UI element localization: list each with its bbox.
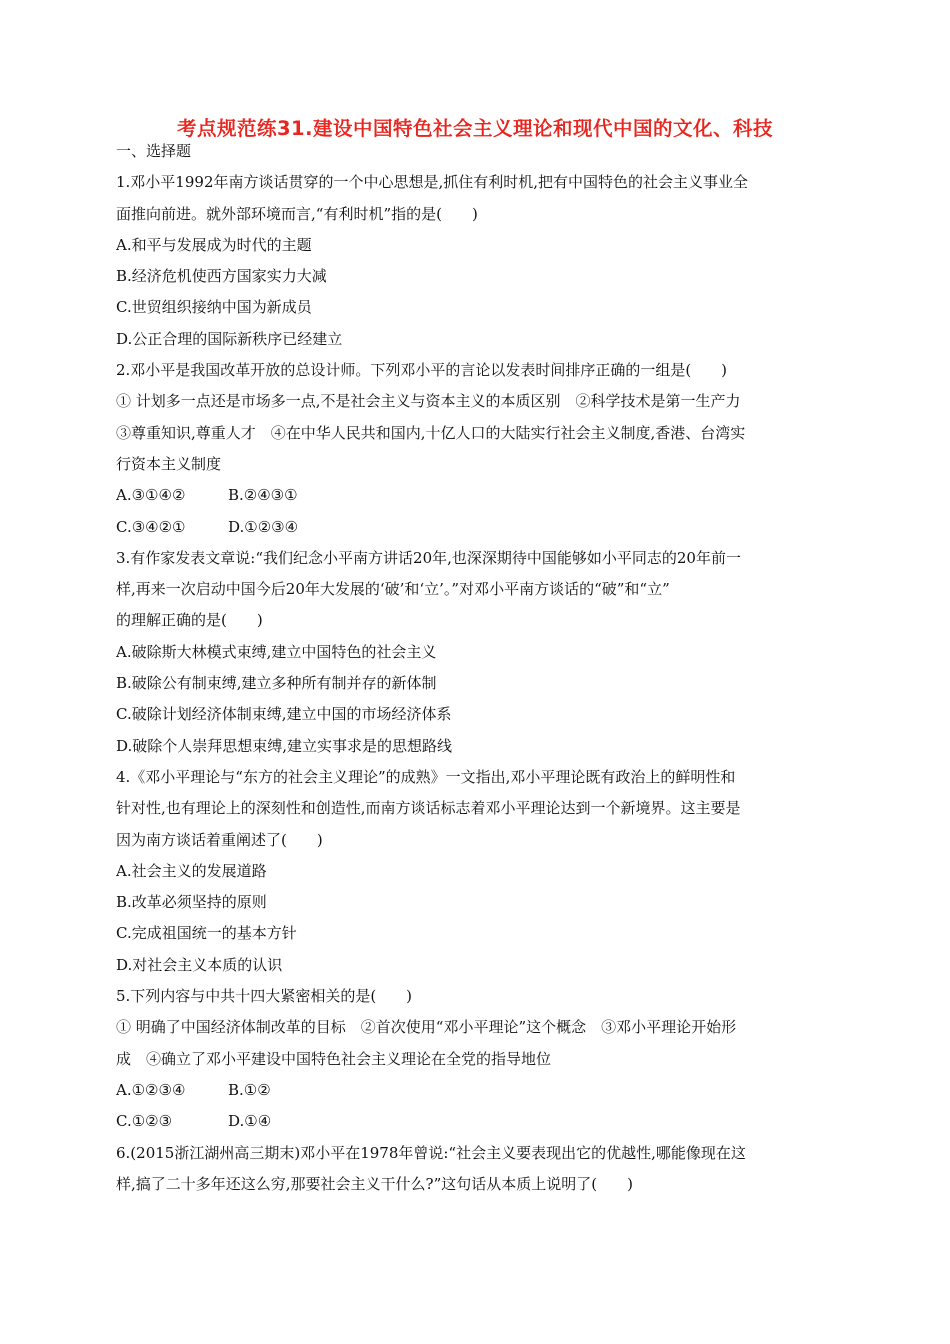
question-4-option-b: B.改革必须坚持的原则 (116, 893, 267, 912)
question-3-option-b: B.破除公有制束缚,建立多种所有制并存的新体制 (116, 674, 437, 693)
question-3-option-a: A.破除斯大林模式束缚,建立中国特色的社会主义 (116, 642, 437, 661)
question-1-option-b: B.经济危机使西方国家实力大减 (116, 267, 327, 286)
question-2-option-c: C.③④②① (116, 517, 186, 536)
question-3-stem-end: 的理解正确的是( ) (116, 611, 263, 630)
question-4-option-a: A.社会主义的发展道路 (116, 861, 267, 880)
question-2-statements-cont: ③尊重知识,尊重人才 ④在中华人民共和国内,十亿人口的大陆实行社会主义制度,香港、台湾实 (116, 423, 746, 442)
section-heading: 一、选择题 (116, 142, 192, 160)
question-6-stem: 6.(2015浙江湖州高三期末)邓小平在1978年曾说:“社会主义要表现出它的优越性,哪能像现在这 (116, 1143, 746, 1162)
question-5-stem: 5.下列内容与中共十四大紧密相关的是( ) (116, 987, 413, 1006)
question-3-option-c: C.破除计划经济体制束缚,建立中国的市场经济体系 (116, 705, 452, 724)
question-1-option-d: D.公正合理的国际新秩序已经建立 (116, 329, 343, 348)
question-3-stem: 3.有作家发表文章说:“我们纪念小平南方讲话20年,也深深期待中国能够如小平同志的20年前一 (116, 548, 741, 567)
question-4-stem-end: 因为南方谈话着重阐述了( ) (116, 830, 323, 849)
question-4-stem-cont: 针对性,也有理论上的深刻性和创造性,而南方谈话标志着邓小平理论达到一个新境界。这主要是 (116, 799, 741, 818)
question-2-options-ab (116, 480, 836, 511)
question-1-stem-cont: 面推向前进。就外部环境而言,“有利时机”指的是( ) (116, 204, 478, 223)
question-5-option-c: C.①②③ (116, 1112, 173, 1131)
question-2-statements-end: 行资本主义制度 (116, 454, 222, 473)
question-5-statements-cont: 成 ④确立了邓小平建设中国特色社会主义理论在全党的指导地位 (116, 1049, 552, 1068)
question-2-stem: 2.邓小平是我国改革开放的总设计师。下列邓小平的言论以发表时间排序正确的一组是( ) (116, 361, 728, 380)
question-4-stem: 4.《邓小平理论与“东方的社会主义理论”的成熟》一文指出,邓小平理论既有政治上的鲜明性和 (116, 767, 736, 786)
page-title: 考点规范练31.建设中国特色社会主义理论和现代中国的文化、科技 (176, 117, 774, 140)
question-5-option-a: A.①②③④ (116, 1080, 186, 1099)
question-4-option-d: D.对社会主义本质的认识 (116, 955, 283, 974)
question-5-statements: ① 明确了中国经济体制改革的目标 ②首次使用“邓小平理论”这个概念 ③邓小平理论开始形 (116, 1018, 737, 1037)
question-1-option-c: C.世贸组织接纳中国为新成员 (116, 298, 312, 317)
question-list (116, 136, 836, 1200)
question-2-statements: ① 计划多一点还是市场多一点,不是社会主义与资本主义的本质区别 ②科学技术是第一生产力 (116, 392, 741, 411)
question-6-stem-cont: 样,搞了二十多年还这么穷,那要社会主义干什么?”这句话从本质上说明了( ) (116, 1174, 633, 1193)
question-4-option-c: C.完成祖国统一的基本方针 (116, 924, 297, 943)
question-1-stem: 1.邓小平1992年南方谈话贯穿的一个中心思想是,抓住有利时机,把有中国特色的社会主义事业全 (116, 173, 749, 192)
question-5-options-ab (116, 1075, 836, 1106)
question-2-options-cd (116, 512, 836, 543)
question-2-option-d: D.①②③④ (228, 517, 299, 536)
question-5-option-d: D.①④ (228, 1112, 272, 1131)
question-3-stem-cont: 样,再来一次启动中国今后20年大发展的‘破’和‘立’。”对邓小平南方谈话的“破”和“立” (116, 580, 670, 599)
question-1-option-a: A.和平与发展成为时代的主题 (116, 235, 312, 254)
question-5-option-b: B.①② (228, 1080, 271, 1099)
question-5-options-cd (116, 1106, 836, 1137)
question-2-option-b: B.②④③① (228, 486, 298, 505)
question-2-option-a: A.③①④② (116, 486, 186, 505)
question-3-option-d: D.破除个人崇拜思想束缚,建立实事求是的思想路线 (116, 736, 453, 755)
